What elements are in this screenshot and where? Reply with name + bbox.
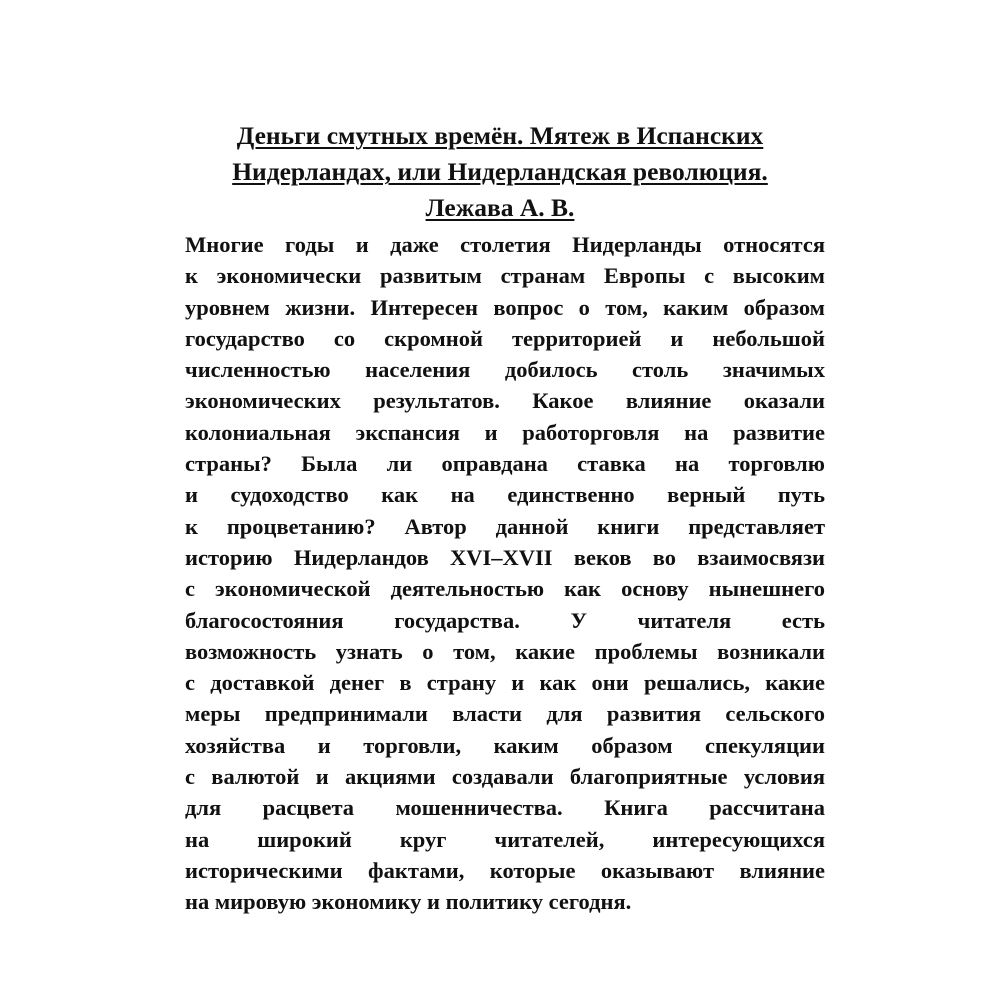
title-author-line: Лежава А. В. (425, 193, 575, 222)
annotation-line: колониальная экспансия и работорговля на развитие (185, 419, 825, 445)
annotation-text (185, 229, 825, 918)
annotation-line: экономических результатов. Какое влияние оказали (185, 388, 825, 414)
annotation-line: благосостояния государства. У читателя есть (185, 607, 825, 633)
annotation-line: государство со скромной территорией и небольшой (185, 325, 825, 351)
annotation-line: для расцвета мошенничества. Книга рассчитана (185, 795, 825, 821)
annotation-line: с валютой и акциями создавали благоприятные условия (185, 764, 825, 790)
annotation-line: на мировую экономику и политику сегодня. (185, 889, 632, 915)
annotation-line: историческими фактами, которые оказывают влияние (185, 857, 825, 883)
annotation-line: историю Нидерландов XVI–XVII веков во взаимосвязи (185, 544, 825, 570)
title-line: Деньги смутных времён. Мятеж в Испанских (236, 121, 764, 150)
annotation-line: уровнем жизни. Интересен вопрос о том, каким образом (185, 294, 825, 320)
annotation-line: численностью населения добилось столь значимых (185, 357, 825, 383)
annotation-line: к процветанию? Автор данной книги представляет (185, 513, 825, 539)
annotation-line: меры предпринимали власти для развития сельского (185, 701, 825, 727)
annotation-line: хозяйства и торговли, каким образом спекуляции (185, 732, 825, 758)
annotation-line: к экономически развитым странам Европы с высоким (185, 263, 825, 289)
annotation-line: с доставкой денег в страну и как они решались, какие (185, 670, 825, 696)
annotation-line: и судоходство как на единственно верный путь (185, 482, 825, 508)
annotation-line: возможность узнать о том, какие проблемы возникали (185, 638, 825, 664)
annotation-line: Многие годы и даже столетия Нидерланды относятся (185, 232, 825, 257)
annotation-line: с экономической деятельностью как основу нынешнего (185, 576, 825, 602)
title-line: Нидерландах, или Нидерландская революция. (232, 157, 768, 186)
annotation-line: страны? Была ли оправдана ставка на торговлю (185, 451, 825, 477)
annotation-line: на широкий круг читателей, интересующихся (185, 826, 825, 852)
book-title (150, 118, 850, 226)
